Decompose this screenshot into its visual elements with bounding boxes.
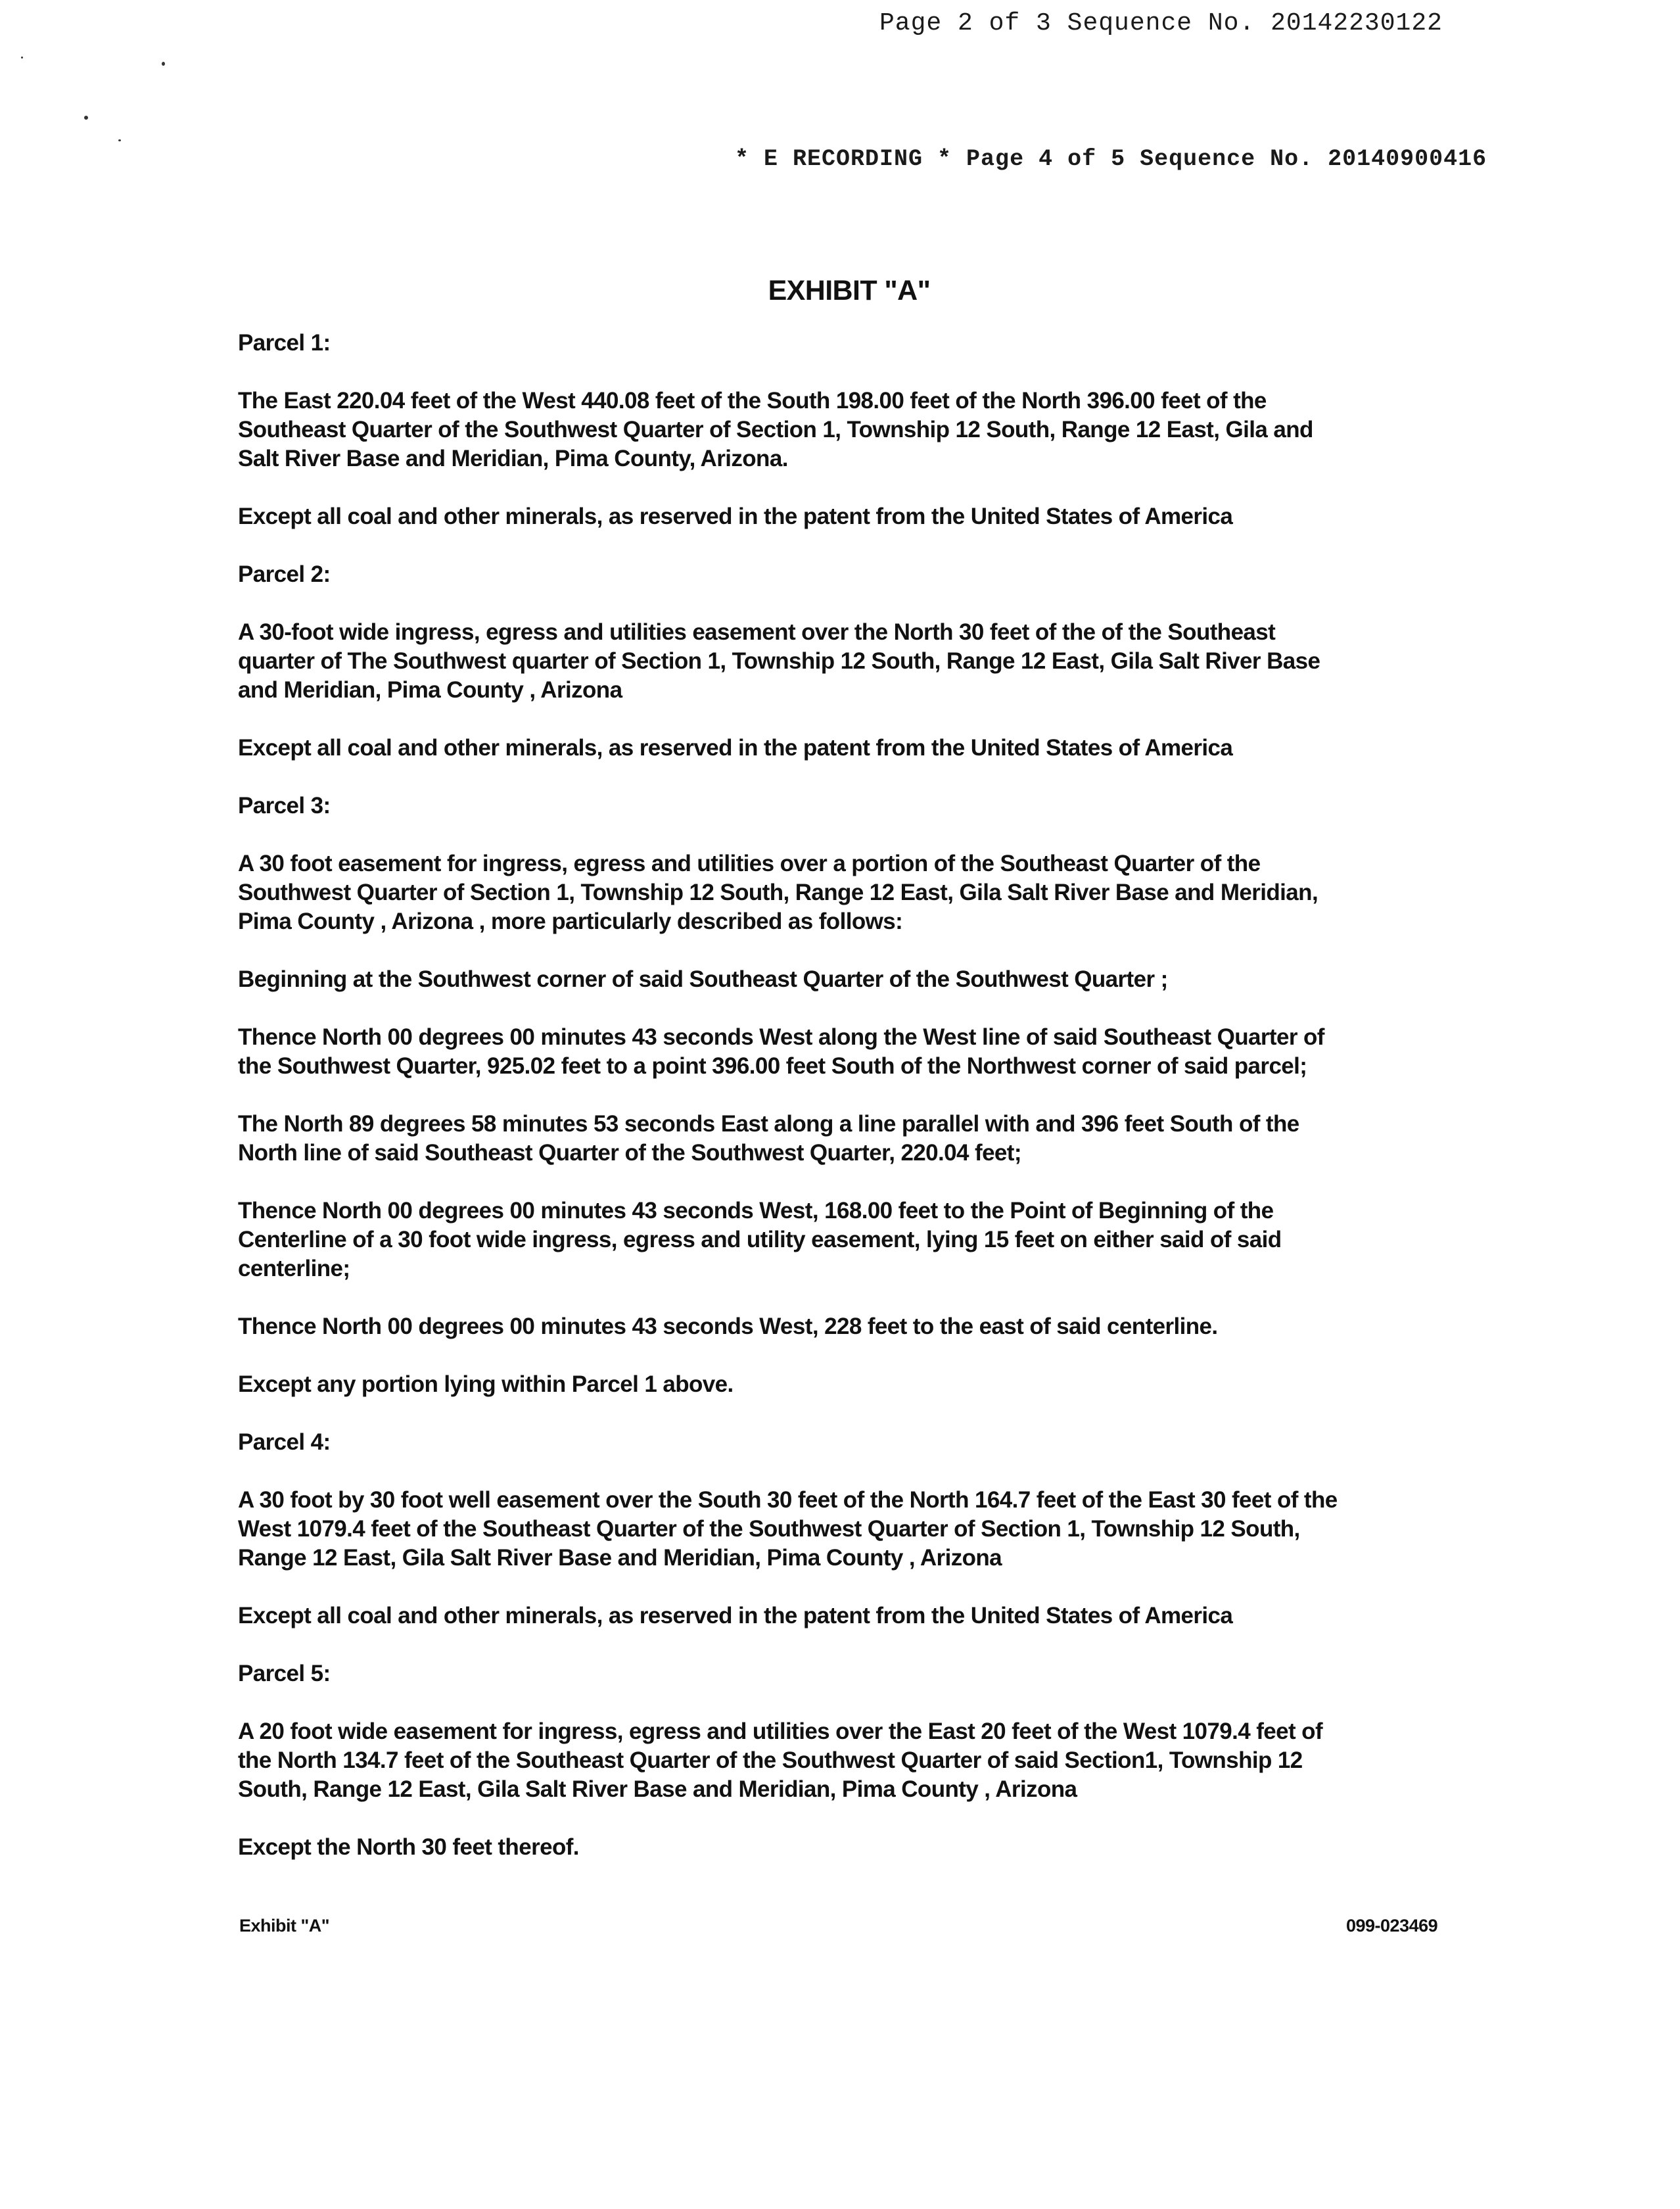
parcel-5-exception: Except the North 30 feet thereof.: [238, 1834, 579, 1860]
parcel-3-course-4: Thence North 00 degrees 00 minutes 43 seconds West, 228 feet to the east of said centerline.: [238, 1314, 1218, 1339]
page-sequence-header: Page 2 of 3 Sequence No. 20142230122: [879, 9, 1443, 37]
parcel-2-exception: Except all coal and other minerals, as reserved in the patent from the United States of America: [238, 735, 1233, 761]
parcel-2-description: A 30-foot wide ingress, egress and utilities easement over the North 30 feet of the of the Southeast quarter of The Southwest quarter of Section 1, Township 12 South, Range 12 East, Gila Salt River Base and Meridian, Pima County , Arizona: [238, 619, 1320, 703]
parcel-3-beginning: Beginning at the Southwest corner of said Southeast Quarter of the Southwest Quarter ;: [238, 966, 1168, 992]
scan-speck: [162, 62, 165, 66]
scan-speck: [118, 139, 121, 141]
parcel-5-description: A 20 foot wide easement for ingress, egress and utilities over the East 20 feet of the West 1079.4 feet of the North 134.7 feet of the Southeast Quarter of the Southwest Quarter of said Section1, Township 12 South, Range 12 East, Gila Salt River Base and Meridian, Pima County , Arizona: [238, 1719, 1322, 1802]
document-title: EXHIBIT "A": [768, 275, 931, 306]
parcel-1-exception: Except all coal and other minerals, as reserved in the patent from the United States of America: [238, 504, 1233, 529]
parcel-4-heading: Parcel 4:: [238, 1429, 331, 1455]
parcel-3-course-3: Thence North 00 degrees 00 minutes 43 seconds West, 168.00 feet to the Point of Beginning of the Centerline of a 30 foot wide ingress, egress and utility easement, lying 15 feet on either said of said centerline;: [238, 1198, 1282, 1281]
parcel-3-course-2: The North 89 degrees 58 minutes 53 seconds East along a line parallel with and 396 feet South of the North line of said Southeast Quarter of the Southwest Quarter, 220.04 feet;: [238, 1111, 1299, 1166]
scan-speck: [84, 116, 88, 120]
parcel-4-exception: Except all coal and other minerals, as reserved in the patent from the United States of America: [238, 1603, 1233, 1628]
parcel-1-description: The East 220.04 feet of the West 440.08 feet of the South 198.00 feet of the North 396.00 feet of the Southeast Quarter of the Southwest Quarter of Section 1, Township 12 South, Range 12 East, Gila and Salt River Base and Meridian, Pima County, Arizona.: [238, 388, 1313, 471]
parcel-5-heading: Parcel 5:: [238, 1661, 331, 1686]
parcel-3-heading: Parcel 3:: [238, 793, 331, 819]
scan-speck: [21, 57, 23, 59]
parcel-3-description: A 30 foot easement for ingress, egress and utilities over a portion of the Southeast Quarter of the Southwest Quarter of Section 1, Township 12 South, Range 12 East, Gila Salt River Base and Meridian, Pima County , Arizona , more particularly described as follows:: [238, 851, 1318, 934]
footer-exhibit-label: Exhibit "A": [239, 1916, 330, 1936]
parcel-3-exception: Except any portion lying within Parcel 1 above.: [238, 1371, 734, 1397]
parcel-2-heading: Parcel 2:: [238, 561, 331, 587]
e-recording-header: * E RECORDING * Page 4 of 5 Sequence No. 20140900416: [735, 146, 1487, 172]
exhibit-document: [238, 276, 1447, 1891]
parcel-3-course-1: Thence North 00 degrees 00 minutes 43 seconds West along the West line of said Southeast Quarter of the Southwest Quarter, 925.02 feet to a point 396.00 feet South of the Northwest corner of said parcel;: [238, 1024, 1324, 1079]
footer-file-number: 099-023469: [1346, 1916, 1438, 1936]
parcel-4-description: A 30 foot by 30 foot well easement over the South 30 feet of the North 164.7 feet of the East 30 feet of the West 1079.4 feet of the Southeast Quarter of the Southwest Quarter of Section 1, Township 12 South, Range 12 East, Gila Salt River Base and Meridian, Pima County , Arizona: [238, 1487, 1338, 1571]
parcel-1-heading: Parcel 1:: [238, 330, 331, 356]
